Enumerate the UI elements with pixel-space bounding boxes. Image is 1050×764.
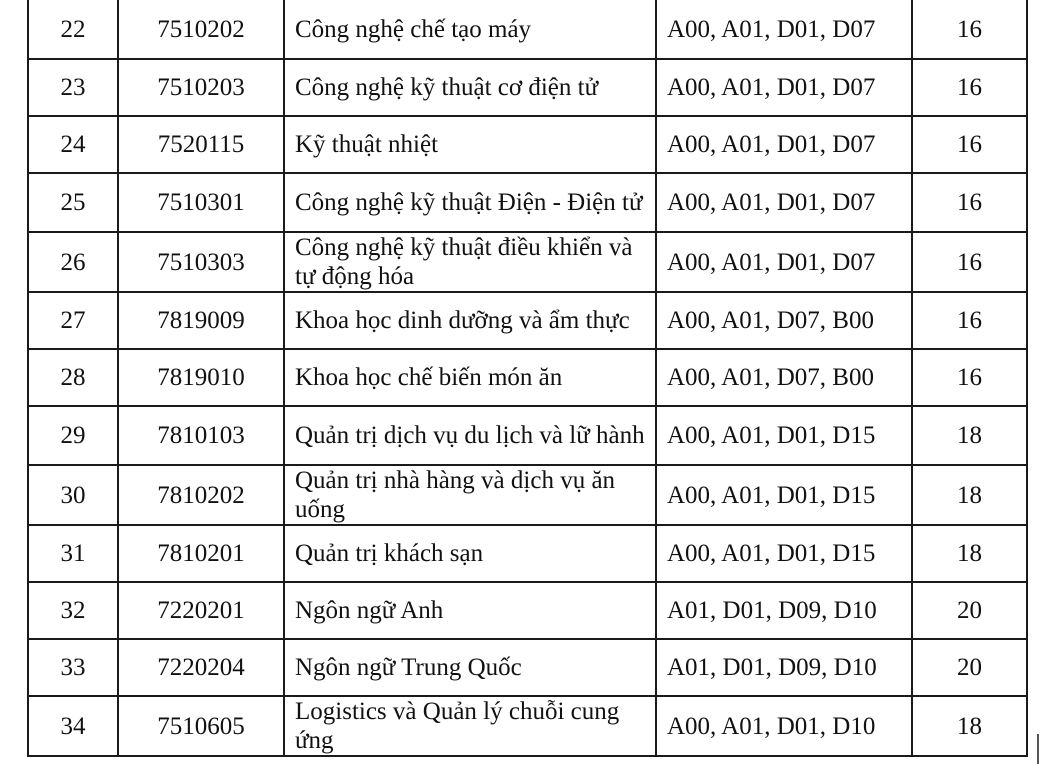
row-number-cell: 31: [28, 525, 118, 582]
score-cell: 16: [912, 173, 1027, 232]
major-code-cell: 7220204: [118, 639, 284, 696]
major-code-cell: 7510301: [118, 173, 284, 232]
row-number-cell: 26: [28, 232, 118, 292]
table-row: [28, 59, 1027, 116]
major-name-cell: Quản trị nhà hàng và dịch vụ ăn uống: [284, 465, 656, 525]
table-row: [28, 292, 1027, 349]
row-number-cell: 24: [28, 116, 118, 173]
table-row: [28, 525, 1027, 582]
table-row: [28, 173, 1027, 232]
major-name-cell: Công nghệ chế tạo máy: [284, 0, 656, 59]
subject-combination-cell: A01, D01, D09, D10: [656, 582, 912, 639]
score-cell: 18: [912, 696, 1027, 756]
major-name-cell: Công nghệ kỹ thuật Điện - Điện tử: [284, 173, 656, 232]
subject-combination-cell: A00, A01, D01, D07: [656, 232, 912, 292]
row-number-cell: 25: [28, 173, 118, 232]
major-code-cell: 7810201: [118, 525, 284, 582]
major-code-cell: 7810202: [118, 465, 284, 525]
major-code-cell: 7510202: [118, 0, 284, 59]
subject-combination-cell: A00, A01, D01, D07: [656, 173, 912, 232]
row-number-cell: 23: [28, 59, 118, 116]
score-cell: 20: [912, 582, 1027, 639]
row-number-cell: 30: [28, 465, 118, 525]
major-code-cell: 7810103: [118, 406, 284, 465]
major-name-cell: Khoa học chế biến món ăn: [284, 349, 656, 406]
subject-combination-cell: A00, A01, D01, D07: [656, 59, 912, 116]
subject-combination-cell: A00, A01, D07, B00: [656, 292, 912, 349]
major-code-cell: 7220201: [118, 582, 284, 639]
major-code-cell: 7510605: [118, 696, 284, 756]
subject-combination-cell: A00, A01, D07, B00: [656, 349, 912, 406]
major-code-cell: 7819009: [118, 292, 284, 349]
table-row: [28, 465, 1027, 525]
table-row: [28, 639, 1027, 696]
subject-combination-cell: A00, A01, D01, D15: [656, 525, 912, 582]
major-name-cell: Khoa học dinh dưỡng và ẩm thực: [284, 292, 656, 349]
subject-combination-cell: A00, A01, D01, D15: [656, 465, 912, 525]
score-cell: 16: [912, 292, 1027, 349]
row-number-cell: 28: [28, 349, 118, 406]
row-number-cell: 33: [28, 639, 118, 696]
table-row: [28, 582, 1027, 639]
major-name-cell: Công nghệ kỹ thuật điều khiển và tự động hóa: [284, 232, 656, 292]
major-name-cell: Ngôn ngữ Trung Quốc: [284, 639, 656, 696]
score-cell: 18: [912, 465, 1027, 525]
document-page: [27, 0, 1026, 757]
subject-combination-cell: A00, A01, D01, D07: [656, 116, 912, 173]
major-code-cell: 7510303: [118, 232, 284, 292]
score-cell: 16: [912, 116, 1027, 173]
table-row: [28, 0, 1027, 59]
score-cell: 16: [912, 349, 1027, 406]
row-number-cell: 22: [28, 0, 118, 59]
row-number-cell: 29: [28, 406, 118, 465]
score-cell: 16: [912, 0, 1027, 59]
table-row: [28, 232, 1027, 292]
row-number-cell: 27: [28, 292, 118, 349]
table-row: [28, 116, 1027, 173]
major-name-cell: Ngôn ngữ Anh: [284, 582, 656, 639]
table-row: [28, 406, 1027, 465]
major-name-cell: Quản trị dịch vụ du lịch và lữ hành: [284, 406, 656, 465]
major-code-cell: 7520115: [118, 116, 284, 173]
row-number-cell: 34: [28, 696, 118, 756]
major-code-cell: 7510203: [118, 59, 284, 116]
subject-combination-cell: A00, A01, D01, D10: [656, 696, 912, 756]
page-edge-line: [1037, 734, 1039, 764]
major-name-cell: Quản trị khách sạn: [284, 525, 656, 582]
major-name-cell: Logistics và Quản lý chuỗi cung ứng: [284, 696, 656, 756]
major-name-cell: Kỹ thuật nhiệt: [284, 116, 656, 173]
subject-combination-cell: A01, D01, D09, D10: [656, 639, 912, 696]
score-cell: 16: [912, 59, 1027, 116]
table-row: [28, 349, 1027, 406]
row-number-cell: 32: [28, 582, 118, 639]
table-row: [28, 696, 1027, 756]
score-cell: 18: [912, 525, 1027, 582]
admissions-table: [27, 0, 1028, 757]
score-cell: 18: [912, 406, 1027, 465]
subject-combination-cell: A00, A01, D01, D15: [656, 406, 912, 465]
major-code-cell: 7819010: [118, 349, 284, 406]
score-cell: 20: [912, 639, 1027, 696]
score-cell: 16: [912, 232, 1027, 292]
subject-combination-cell: A00, A01, D01, D07: [656, 0, 912, 59]
major-name-cell: Công nghệ kỹ thuật cơ điện tử: [284, 59, 656, 116]
